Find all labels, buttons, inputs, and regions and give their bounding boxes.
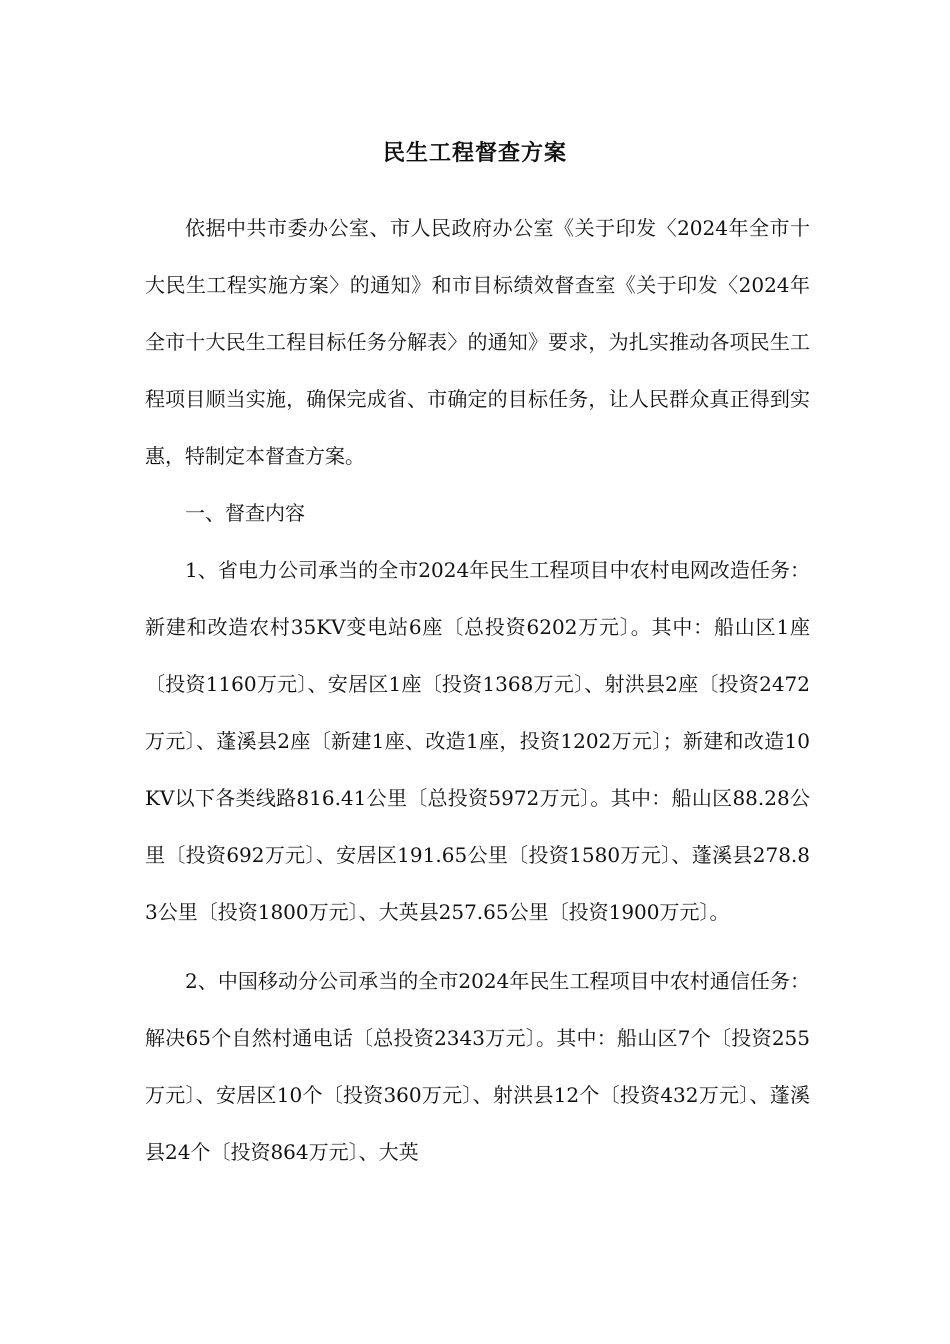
intro-paragraph: 依据中共市委办公室、市人民政府办公室《关于印发〈2024年全市十大民生工程实施方案〉的通知》和市目标绩效督查室《关于印发〈2024年全市十大民生工程目标任务分解表〉的通知》要求，为扎实推动各项民生工程项目顺当实施，确保完成省、市确定的目标任务，让人民群众真正得到实惠，特制定本督查方案。	[145, 216, 810, 468]
document-body	[145, 200, 810, 1181]
section-heading: 一、督查内容	[185, 501, 305, 525]
document-title: 民生工程督查方案	[382, 141, 567, 166]
item-1-paragraph: 1、省电力公司承当的全市2024年民生工程项目中农村电网改造任务：新建和改造农村35KV变电站6座〔总投资6202万元〕。其中：船山区1座〔投资1160万元〕、安居区1座〔投资1368万元〕、射洪县2座〔投资2472万元〕、蓬溪县2座〔新建1座、改造1座，投资1202万元〕；新建和改造10KV以下各类线路816.41公里〔总投资5972万元〕。其中：船山区88.28公里〔投资692万元〕、安居区191.65公里〔投资1580万元〕、蓬溪县278.83公里〔投资1800万元〕、大英县257.65公里〔投资1900万元〕。	[145, 558, 810, 924]
item-2-paragraph: 2、中国移动分公司承当的全市2024年民生工程项目中农村通信任务：解决65个自然村通电话〔总投资2343万元〕。其中：船山区7个〔投资255万元〕、安居区10个〔投资360万元〕、射洪县12个〔投资432万元〕、蓬溪县24个〔投资864万元〕、大英	[145, 969, 810, 1164]
